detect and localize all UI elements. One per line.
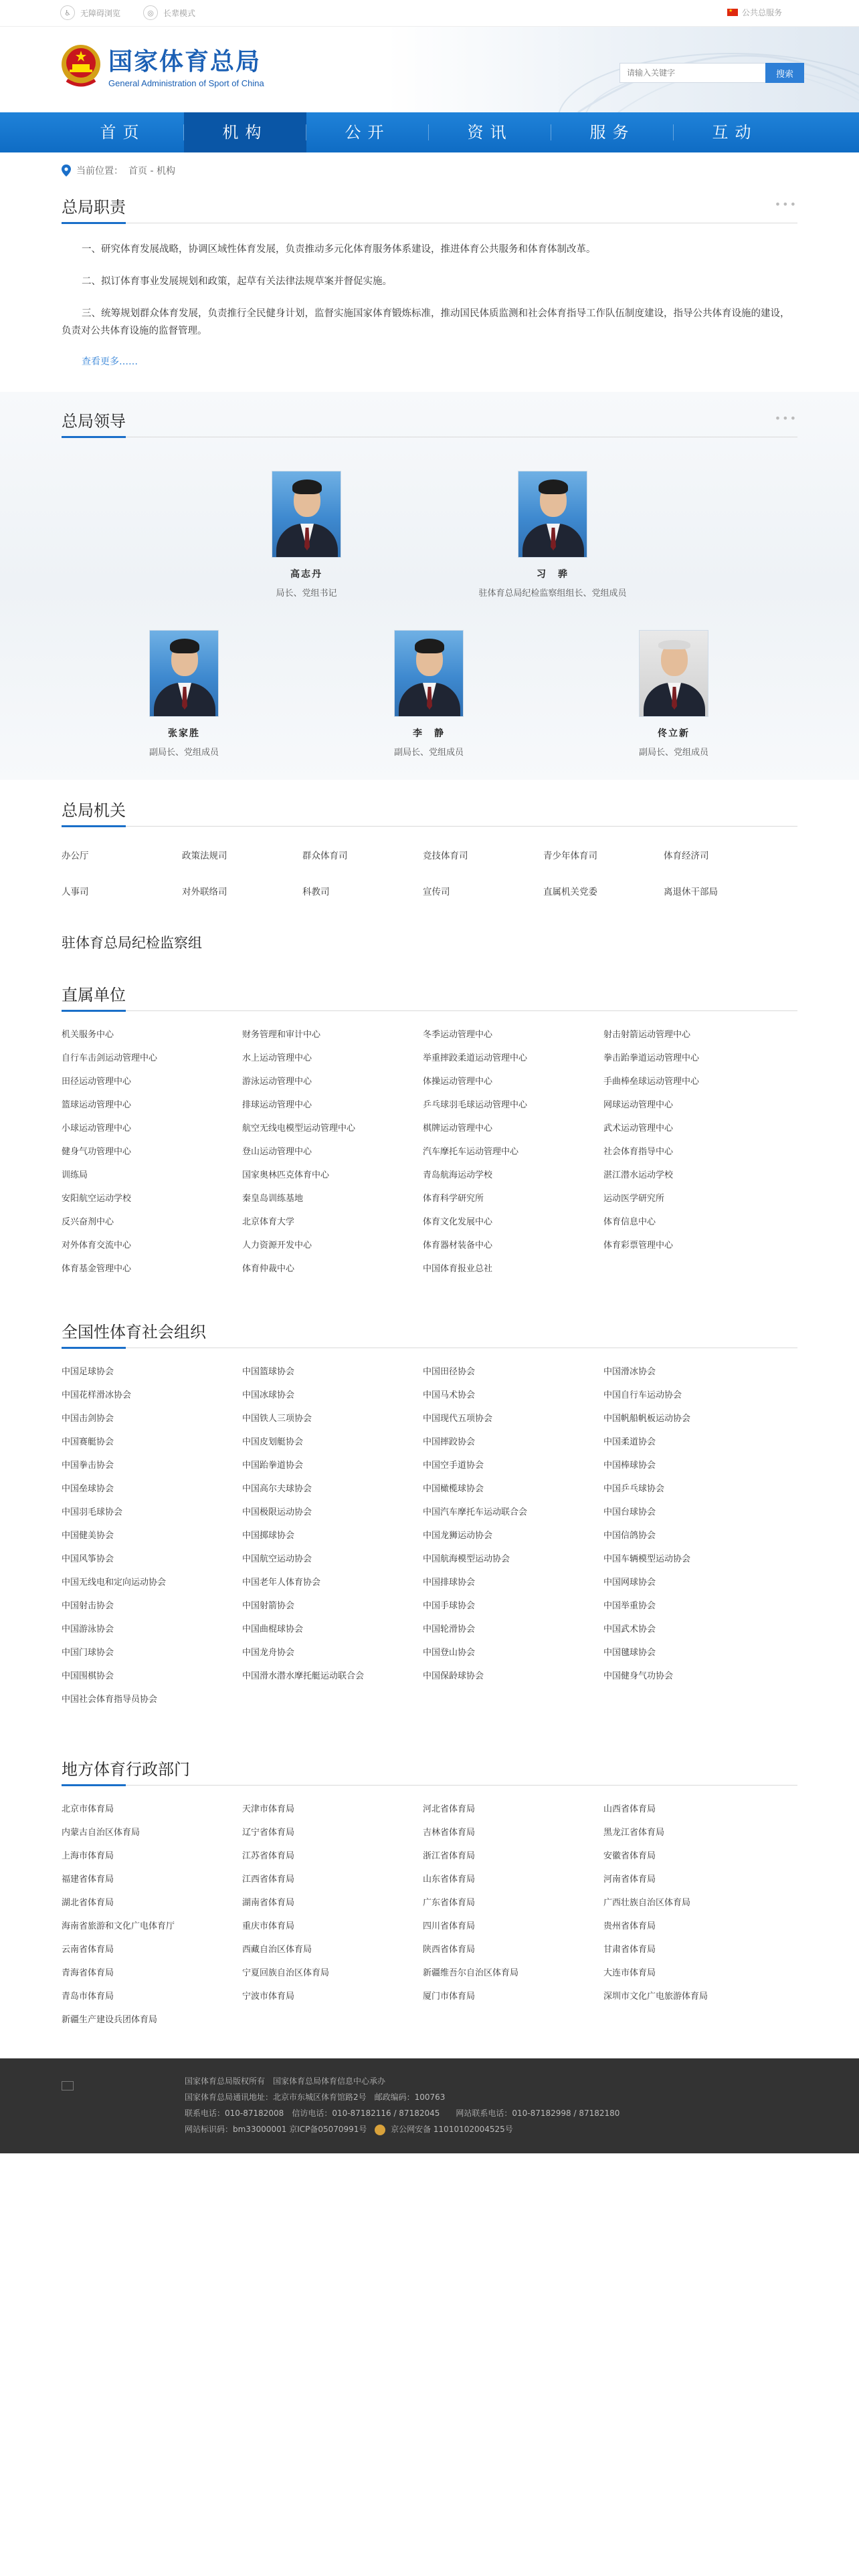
local-bureau-link[interactable]: 青岛市体育局 (62, 1992, 114, 2002)
local-bureau-link[interactable]: 新疆生产建设兵团体育局 (62, 2015, 158, 2025)
leader-portrait (394, 630, 464, 717)
department-link[interactable]: 人事司 (62, 887, 89, 897)
leader-portrait (518, 471, 587, 558)
direct-unit-link[interactable]: 青岛航海运动学校 (423, 1170, 493, 1180)
more-dots-icon: ••• (774, 198, 797, 211)
association-link[interactable]: 中国健美协会 (62, 1531, 114, 1541)
association-link[interactable]: 中国田径协会 (423, 1367, 476, 1377)
department-link[interactable]: 竞技体育司 (423, 851, 468, 861)
nav-disclosure[interactable]: 公开 (306, 112, 429, 152)
association-link[interactable]: 中国跆拳道协会 (242, 1461, 304, 1471)
department-link[interactable]: 政策法规司 (182, 851, 227, 861)
leader-role: 副局长、党组成员 (393, 748, 464, 758)
association-link[interactable]: 中国极限运动协会 (242, 1507, 312, 1517)
association-link[interactable]: 中国社会体育指导员协会 (62, 1695, 158, 1705)
local-bureau-link[interactable]: 新疆维吾尔自治区体育局 (423, 1968, 519, 1978)
association-link[interactable]: 中国马术协会 (423, 1390, 476, 1400)
direct-unit-link[interactable]: 安阳航空运动学校 (62, 1194, 132, 1204)
location-pin-icon (62, 165, 71, 177)
direct-unit-link[interactable]: 国家奥林匹克体育中心 (242, 1170, 330, 1180)
national-flag-icon (727, 9, 738, 16)
leader-name: 张家胜 (168, 728, 200, 739)
association-link[interactable]: 中国冰球协会 (242, 1390, 295, 1400)
local-bureau-link[interactable]: 云南省体育局 (62, 1945, 114, 1955)
association-link[interactable]: 中国车辆模型运动协会 (603, 1554, 691, 1564)
view-more-link[interactable]: 查看更多…… (82, 356, 138, 367)
direct-unit-link[interactable]: 秦皇岛训练基地 (242, 1194, 304, 1204)
local-bureau-link[interactable]: 上海市体育局 (62, 1851, 114, 1861)
direct-unit-link[interactable]: 棋牌运动管理中心 (423, 1123, 493, 1134)
association-link[interactable]: 中国拳击协会 (62, 1461, 114, 1471)
police-badge-icon (375, 2125, 385, 2135)
direct-unit-link[interactable]: 训练局 (62, 1170, 88, 1180)
department-link[interactable]: 直属机关党委 (543, 887, 597, 897)
association-link[interactable]: 中国掷球协会 (242, 1531, 295, 1541)
direct-unit-link[interactable]: 北京体育大学 (242, 1217, 295, 1227)
bureau-section (62, 797, 797, 952)
footer-copyright: 国家体育总局版权所有 国家体育总局体育信息中心承办 (185, 2076, 386, 2086)
broken-image-icon (62, 2081, 74, 2090)
local-bureau-link[interactable]: 厦门市体育局 (423, 1992, 476, 2002)
local-bureau-link[interactable]: 湖北省体育局 (62, 1898, 114, 1908)
association-link[interactable]: 中国航海模型运动协会 (423, 1554, 510, 1564)
direct-unit-link[interactable]: 排球运动管理中心 (242, 1100, 312, 1110)
local-bureau-link[interactable]: 江苏省体育局 (242, 1851, 295, 1861)
site-header (0, 27, 859, 112)
direct-unit-link[interactable]: 体育文化发展中心 (423, 1217, 493, 1227)
nav-news[interactable]: 资讯 (429, 112, 551, 152)
association-link[interactable]: 中国汽车摩托车运动联合会 (423, 1507, 528, 1517)
direct-unit-link[interactable]: 游泳运动管理中心 (242, 1077, 312, 1087)
association-link[interactable]: 中国铁人三项协会 (242, 1414, 312, 1424)
leader-role: 驻体育总局纪检监察组组长、党组成员 (478, 588, 627, 599)
association-link[interactable]: 中国网球协会 (603, 1578, 656, 1588)
direct-unit-link[interactable]: 自行车击剑运动管理中心 (62, 1053, 158, 1063)
local-bureau-link[interactable]: 河南省体育局 (603, 1874, 656, 1885)
association-link[interactable]: 中国羽毛球协会 (62, 1507, 123, 1517)
bureau-title: 总局机关 (62, 797, 797, 827)
associations-section (62, 1319, 797, 1705)
leader-card[interactable] (587, 630, 761, 758)
direct-unit-link[interactable]: 对外体育交流中心 (62, 1241, 132, 1251)
local-bureau-link[interactable]: 浙江省体育局 (423, 1851, 476, 1861)
association-link[interactable]: 中国举重协会 (603, 1601, 656, 1611)
duty-paragraph: 二、拟订体育事业发展规划和政策，起草有关法律法规草案并督促实施。 (82, 276, 392, 287)
association-link[interactable]: 中国滑冰协会 (603, 1367, 656, 1377)
association-link[interactable]: 中国台球协会 (603, 1507, 656, 1517)
leader-name: 高志丹 (290, 569, 322, 580)
department-grid (62, 848, 797, 897)
site-title-en: General Administration of Sport of China (108, 78, 264, 88)
direct-unit-link[interactable]: 小球运动管理中心 (62, 1123, 132, 1134)
association-link[interactable]: 中国射击协会 (62, 1601, 114, 1611)
local-bureau-link[interactable]: 青海省体育局 (62, 1968, 114, 1978)
association-link[interactable]: 中国健身气功协会 (603, 1671, 674, 1681)
association-link[interactable]: 中国高尔夫球协会 (242, 1484, 312, 1494)
top-utility-bar (0, 0, 859, 27)
breadcrumb: 当前位置： 首页 - 机构 (62, 164, 175, 177)
local-bureau-link[interactable]: 天津市体育局 (242, 1804, 295, 1814)
local-bureau-link[interactable]: 西藏自治区体育局 (242, 1945, 312, 1955)
direct-unit-link[interactable]: 体育信息中心 (603, 1217, 656, 1227)
local-bureau-link[interactable]: 广东省体育局 (423, 1898, 476, 1908)
association-link[interactable]: 中国曲棍球协会 (242, 1624, 304, 1634)
local-bureau-link[interactable]: 山西省体育局 (603, 1804, 656, 1814)
nav-services[interactable]: 服务 (551, 112, 674, 152)
site-footer (0, 2058, 859, 2153)
leader-portrait (272, 471, 341, 558)
inspection-group-title[interactable]: 驻体育总局纪检监察组 (62, 935, 202, 951)
leader-card[interactable] (342, 630, 516, 758)
duty-paragraph: 三、统筹规划群众体育发展，负责推行全民健身计划，监督实施国家体育锻炼标准，推动国民体质监测和社会体育指导工作队伍制度建设，指导公共体育设施的建设，负责对公共体育设施的监督管理。 (62, 308, 790, 336)
leader-card[interactable] (219, 471, 393, 599)
associations-grid (62, 1364, 797, 1705)
direct-units-section (62, 982, 797, 1274)
senior-mode-link[interactable]: ◎ 长辈模式 (143, 5, 195, 20)
association-link[interactable]: 中国篮球协会 (242, 1367, 295, 1377)
direct-unit-link[interactable]: 举重摔跤柔道运动管理中心 (423, 1053, 528, 1063)
local-bureaus-title: 地方体育行政部门 (62, 1756, 797, 1786)
leader-role: 副局长、党组成员 (638, 748, 708, 758)
association-link[interactable]: 中国柔道协会 (603, 1437, 656, 1447)
department-link[interactable]: 科教司 (302, 887, 330, 897)
nav-interaction[interactable]: 互动 (712, 123, 758, 142)
direct-unit-link[interactable]: 社会体育指导中心 (603, 1147, 674, 1157)
site-title: 国家体育总局 (108, 47, 262, 76)
leader-card[interactable] (466, 471, 640, 599)
direct-unit-link[interactable]: 武术运动管理中心 (603, 1123, 674, 1134)
association-link[interactable]: 中国足球协会 (62, 1367, 114, 1377)
direct-unit-link[interactable]: 乒乓球羽毛球运动管理中心 (423, 1100, 528, 1110)
leaders-title: 总局领导 ••• (62, 408, 797, 437)
association-link[interactable]: 中国航空运动协会 (242, 1554, 312, 1564)
association-link[interactable]: 中国棒球协会 (603, 1461, 656, 1471)
direct-unit-link[interactable]: 射击射箭运动管理中心 (603, 1030, 691, 1040)
local-bureau-link[interactable]: 福建省体育局 (62, 1874, 114, 1885)
association-link[interactable]: 中国现代五项协会 (423, 1414, 493, 1424)
association-link[interactable]: 中国轮滑协会 (423, 1624, 476, 1634)
local-bureau-link[interactable]: 四川省体育局 (423, 1921, 476, 1931)
association-link[interactable]: 中国击剑协会 (62, 1414, 114, 1424)
association-link[interactable]: 中国射箭协会 (242, 1601, 295, 1611)
association-link[interactable]: 中国保龄球协会 (423, 1671, 484, 1681)
breadcrumb-path[interactable]: 首页 - 机构 (128, 166, 175, 177)
local-bureau-link[interactable]: 广西壮族自治区体育局 (603, 1898, 691, 1908)
leader-name: 李 静 (413, 728, 445, 739)
local-bureau-link[interactable]: 甘肃省体育局 (603, 1945, 656, 1955)
duty-paragraph: 一、研究体育发展战略，协调区域性体育发展，负责推动多元化体育服务体系建设，推进体育公共服务和体育体制改革。 (82, 244, 596, 255)
local-bureau-link[interactable]: 宁夏回族自治区体育局 (242, 1968, 330, 1978)
leader-portrait (639, 630, 708, 717)
search-form (619, 63, 804, 83)
local-bureau-link[interactable]: 深圳市文化广电旅游体育局 (603, 1992, 708, 2002)
direct-unit-link[interactable]: 机关服务中心 (62, 1030, 114, 1040)
department-link[interactable]: 群众体育司 (302, 851, 348, 861)
association-link[interactable]: 中国游泳协会 (62, 1624, 114, 1634)
direct-unit-link[interactable]: 反兴奋剂中心 (62, 1217, 114, 1227)
association-link[interactable]: 中国滑水潜水摩托艇运动联合会 (242, 1671, 365, 1681)
department-link[interactable]: 办公厅 (62, 851, 89, 861)
duties-title: 总局职责 ••• (62, 194, 797, 223)
direct-unit-link[interactable]: 网球运动管理中心 (603, 1100, 674, 1110)
senior-mode-icon: ◎ (143, 5, 158, 20)
main-nav (0, 112, 859, 152)
direct-unit-link[interactable]: 体育基金管理中心 (62, 1264, 132, 1274)
direct-unit-link[interactable]: 中国体育报业总社 (423, 1264, 493, 1274)
local-bureau-link[interactable]: 湖南省体育局 (242, 1898, 295, 1908)
local-bureau-link[interactable]: 吉林省体育局 (423, 1828, 476, 1838)
footer-address: 国家体育总局通讯地址：北京市东城区体育馆路2号 邮政编码：100763 (185, 2092, 446, 2102)
association-link[interactable]: 中国赛艇协会 (62, 1437, 114, 1447)
leader-card[interactable] (97, 630, 271, 758)
local-bureau-link[interactable]: 重庆市体育局 (242, 1921, 295, 1931)
association-link[interactable]: 中国毽球协会 (603, 1648, 656, 1658)
direct-unit-link[interactable]: 财务管理和审计中心 (242, 1030, 321, 1040)
associations-title: 全国性体育社会组织 (62, 1319, 797, 1348)
accessibility-icon: ♿ (60, 5, 75, 20)
direct-unit-link[interactable]: 体育彩票管理中心 (603, 1241, 674, 1251)
direct-unit-link[interactable]: 体育器材装备中心 (423, 1241, 493, 1251)
direct-unit-link[interactable]: 手曲棒垒球运动管理中心 (603, 1077, 700, 1087)
footer-icp[interactable]: 网站标识码：bm33000001 京ICP备05070991号 (185, 2125, 367, 2134)
direct-unit-link[interactable]: 航空无线电模型运动管理中心 (242, 1123, 356, 1134)
direct-unit-link[interactable]: 水上运动管理中心 (242, 1053, 312, 1063)
direct-unit-link[interactable]: 体育仲裁中心 (242, 1264, 295, 1274)
direct-unit-link[interactable]: 湛江潜水运动学校 (603, 1170, 674, 1180)
leader-role: 局长、党组书记 (276, 588, 337, 599)
local-bureaus-section (62, 1756, 797, 2025)
association-link[interactable]: 中国龙狮运动协会 (423, 1531, 493, 1541)
department-link[interactable]: 青少年体育司 (543, 851, 597, 861)
local-bureau-link[interactable]: 海南省旅游和文化广电体育厅 (62, 1921, 175, 1931)
local-bureau-link[interactable]: 陕西省体育局 (423, 1945, 476, 1955)
direct-unit-link[interactable]: 体育科学研究所 (423, 1194, 484, 1204)
local-bureau-link[interactable]: 安徽省体育局 (603, 1851, 656, 1861)
leader-name: 习 骅 (537, 569, 569, 580)
association-link[interactable]: 中国皮划艇协会 (242, 1437, 304, 1447)
direct-units-grid (62, 1027, 797, 1274)
national-emblem-icon (60, 41, 102, 90)
local-bureau-link[interactable]: 内蒙古自治区体育局 (62, 1828, 140, 1838)
association-link[interactable]: 中国老年人体育协会 (242, 1578, 321, 1588)
leader-name: 佟立新 (658, 728, 690, 739)
search-input[interactable] (619, 63, 765, 83)
department-link[interactable]: 离退休干部局 (664, 887, 718, 897)
nav-institutions[interactable]: 机构 (184, 112, 306, 152)
search-button[interactable]: 搜索 (765, 63, 804, 83)
direct-unit-link[interactable]: 田径运动管理中心 (62, 1077, 132, 1087)
local-bureau-link[interactable]: 江西省体育局 (242, 1874, 295, 1885)
direct-unit-link[interactable]: 登山运动管理中心 (242, 1147, 312, 1157)
association-link[interactable]: 中国信鸽协会 (603, 1531, 656, 1541)
department-link[interactable]: 体育经济司 (664, 851, 709, 861)
direct-unit-link[interactable]: 人力资源开发中心 (242, 1241, 312, 1251)
direct-unit-link[interactable]: 篮球运动管理中心 (62, 1100, 132, 1110)
local-bureau-link[interactable]: 辽宁省体育局 (242, 1828, 295, 1838)
local-bureau-link[interactable]: 大连市体育局 (603, 1968, 656, 1978)
direct-unit-link[interactable]: 冬季运动管理中心 (423, 1030, 493, 1040)
association-link[interactable]: 中国龙舟协会 (242, 1648, 295, 1658)
association-link[interactable]: 中国门球协会 (62, 1648, 114, 1658)
association-link[interactable]: 中国武术协会 (603, 1624, 656, 1634)
association-link[interactable]: 中国无线电和定向运动协会 (62, 1578, 167, 1588)
association-link[interactable]: 中国排球协会 (423, 1578, 476, 1588)
association-link[interactable]: 中国手球协会 (423, 1601, 476, 1611)
department-link[interactable]: 宣传司 (423, 887, 450, 897)
direct-unit-link[interactable]: 健身气功管理中心 (62, 1147, 132, 1157)
association-link[interactable]: 中国乒乓球协会 (603, 1484, 665, 1494)
local-bureau-link[interactable]: 黑龙江省体育局 (603, 1828, 665, 1838)
footer-police-record[interactable]: 京公网安备 11010102004525号 (391, 2125, 513, 2134)
local-bureau-link[interactable]: 北京市体育局 (62, 1804, 114, 1814)
direct-units-title: 直属单位 (62, 982, 797, 1011)
direct-unit-link[interactable]: 运动医学研究所 (603, 1194, 665, 1204)
gov-service-link[interactable]: ★ 公共总服务 (727, 7, 782, 18)
nav-home[interactable]: 首页 (62, 112, 184, 152)
local-bureau-link[interactable]: 山东省体育局 (423, 1874, 476, 1885)
direct-unit-link[interactable]: 拳击跆拳道运动管理中心 (603, 1053, 700, 1063)
department-link[interactable]: 对外联络司 (182, 887, 227, 897)
leaders-section (0, 392, 859, 780)
local-bureaus-grid (62, 1802, 797, 2025)
association-link[interactable]: 中国花样滑冰协会 (62, 1390, 132, 1400)
association-link[interactable]: 中国摔跤协会 (423, 1437, 476, 1447)
leader-portrait (149, 630, 219, 717)
local-bureau-link[interactable]: 贵州省体育局 (603, 1921, 656, 1931)
association-link[interactable]: 中国风筝协会 (62, 1554, 114, 1564)
association-link[interactable]: 中国围棋协会 (62, 1671, 114, 1681)
association-link[interactable]: 中国登山协会 (423, 1648, 476, 1658)
direct-unit-link[interactable]: 体操运动管理中心 (423, 1077, 493, 1087)
leader-role: 副局长、党组成员 (149, 748, 219, 758)
duties-section (62, 194, 797, 368)
association-link[interactable]: 中国空手道协会 (423, 1461, 484, 1471)
association-link[interactable]: 中国橄榄球协会 (423, 1484, 484, 1494)
accessibility-link[interactable]: ♿ 无障碍浏览 (60, 5, 120, 20)
more-dots-icon: ••• (774, 412, 797, 425)
association-link[interactable]: 中国自行车运动协会 (603, 1390, 682, 1400)
local-bureau-link[interactable]: 宁波市体育局 (242, 1992, 295, 2002)
footer-phones: 联系电话：010-87182008 信访电话：010-87182116 / 87182045 网站联系电话：010-87182998 / 87182180 (185, 2109, 620, 2118)
association-link[interactable]: 中国垒球协会 (62, 1484, 114, 1494)
association-link[interactable]: 中国帆船帆板运动协会 (603, 1414, 691, 1424)
direct-unit-link[interactable]: 汽车摩托车运动管理中心 (423, 1147, 519, 1157)
local-bureau-link[interactable]: 河北省体育局 (423, 1804, 476, 1814)
site-logo[interactable] (60, 41, 264, 90)
